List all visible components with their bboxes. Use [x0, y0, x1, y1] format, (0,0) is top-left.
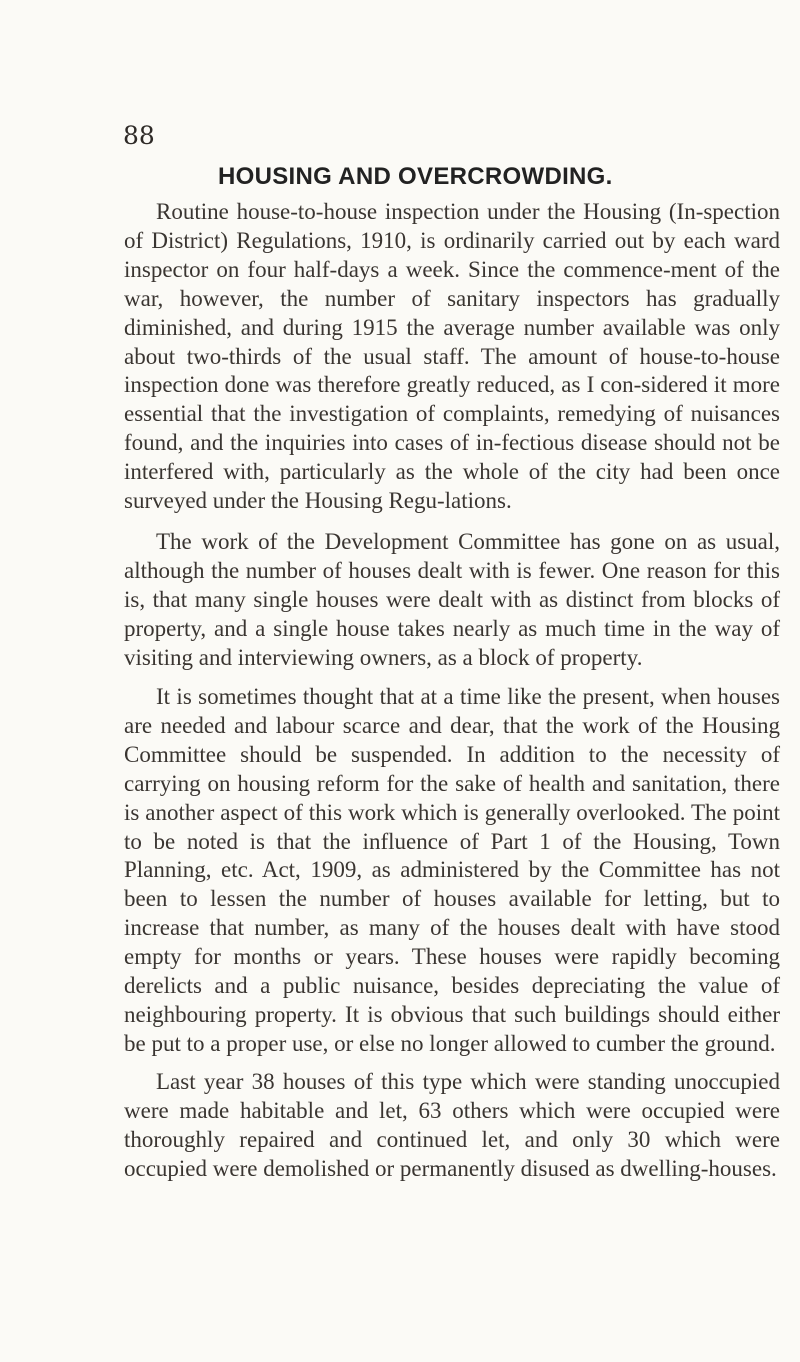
paragraph-statistics: Last year 38 houses of this type which were standing unoccupied were made habitable and let, 63 others which were occupied were thoroughly repaired and continued let, and only 30 which were occupied were demolished or permanently disused as dwelling-houses. — [124, 1069, 780, 1181]
page-number: 88 — [123, 121, 155, 150]
paragraph-housing-committee: It is sometimes thought that at a time like the present, when houses are needed and labour scarce and dear, that the work of the Housing Committee should be suspended. In addition to the necessity of carrying on housing reform for the sake of health and sanitation, there is another aspect of this work which is generally overlooked. The point to be noted is that the influence of Part 1 of the Housing, Town Planning, etc. Act, 1909, as administered by the Committee has not been to lessen the number of houses available for letting, but to increase that number, as many of the houses dealt with have stood empty for months or years. These houses were rapidly becoming derelicts and a public nuisance, besides depreciating the value of neighbouring property. It is obvious that such buildings should either be put to a proper use, or else no longer allowed to cumber the ground. — [124, 684, 780, 1056]
section-heading: HOUSING AND OVERCROWDING. — [218, 163, 613, 190]
paragraph-inspection: Routine house-to-house inspection under the Housing (In-spection of District) Regulations, 1910, is ordinarily carried out by each ward inspector on four half-days a week. Since the commence-ment of the war, however, the number of sanitary inspectors has gradually diminished, and during 1915 the average number available was only about two-thirds of the usual staff. The amount of house-to-house inspection done was therefore greatly reduced, as I con-sidered it more essential that the investigation of complaints, remedying of nuisances found, and the inquiries into cases of in-fectious disease should not be interfered with, particularly as the whole of the city had been once surveyed under the Housing Regu-lations. — [124, 199, 780, 514]
paragraph-development-committee: The work of the Development Committee has gone on as usual, although the number of houses dealt with is fewer. One reason for this is, that many single houses were dealt with as distinct from blocks of property, and a single house takes nearly as much time in the way of visiting and interviewing owners, as a block of property. — [124, 529, 780, 670]
